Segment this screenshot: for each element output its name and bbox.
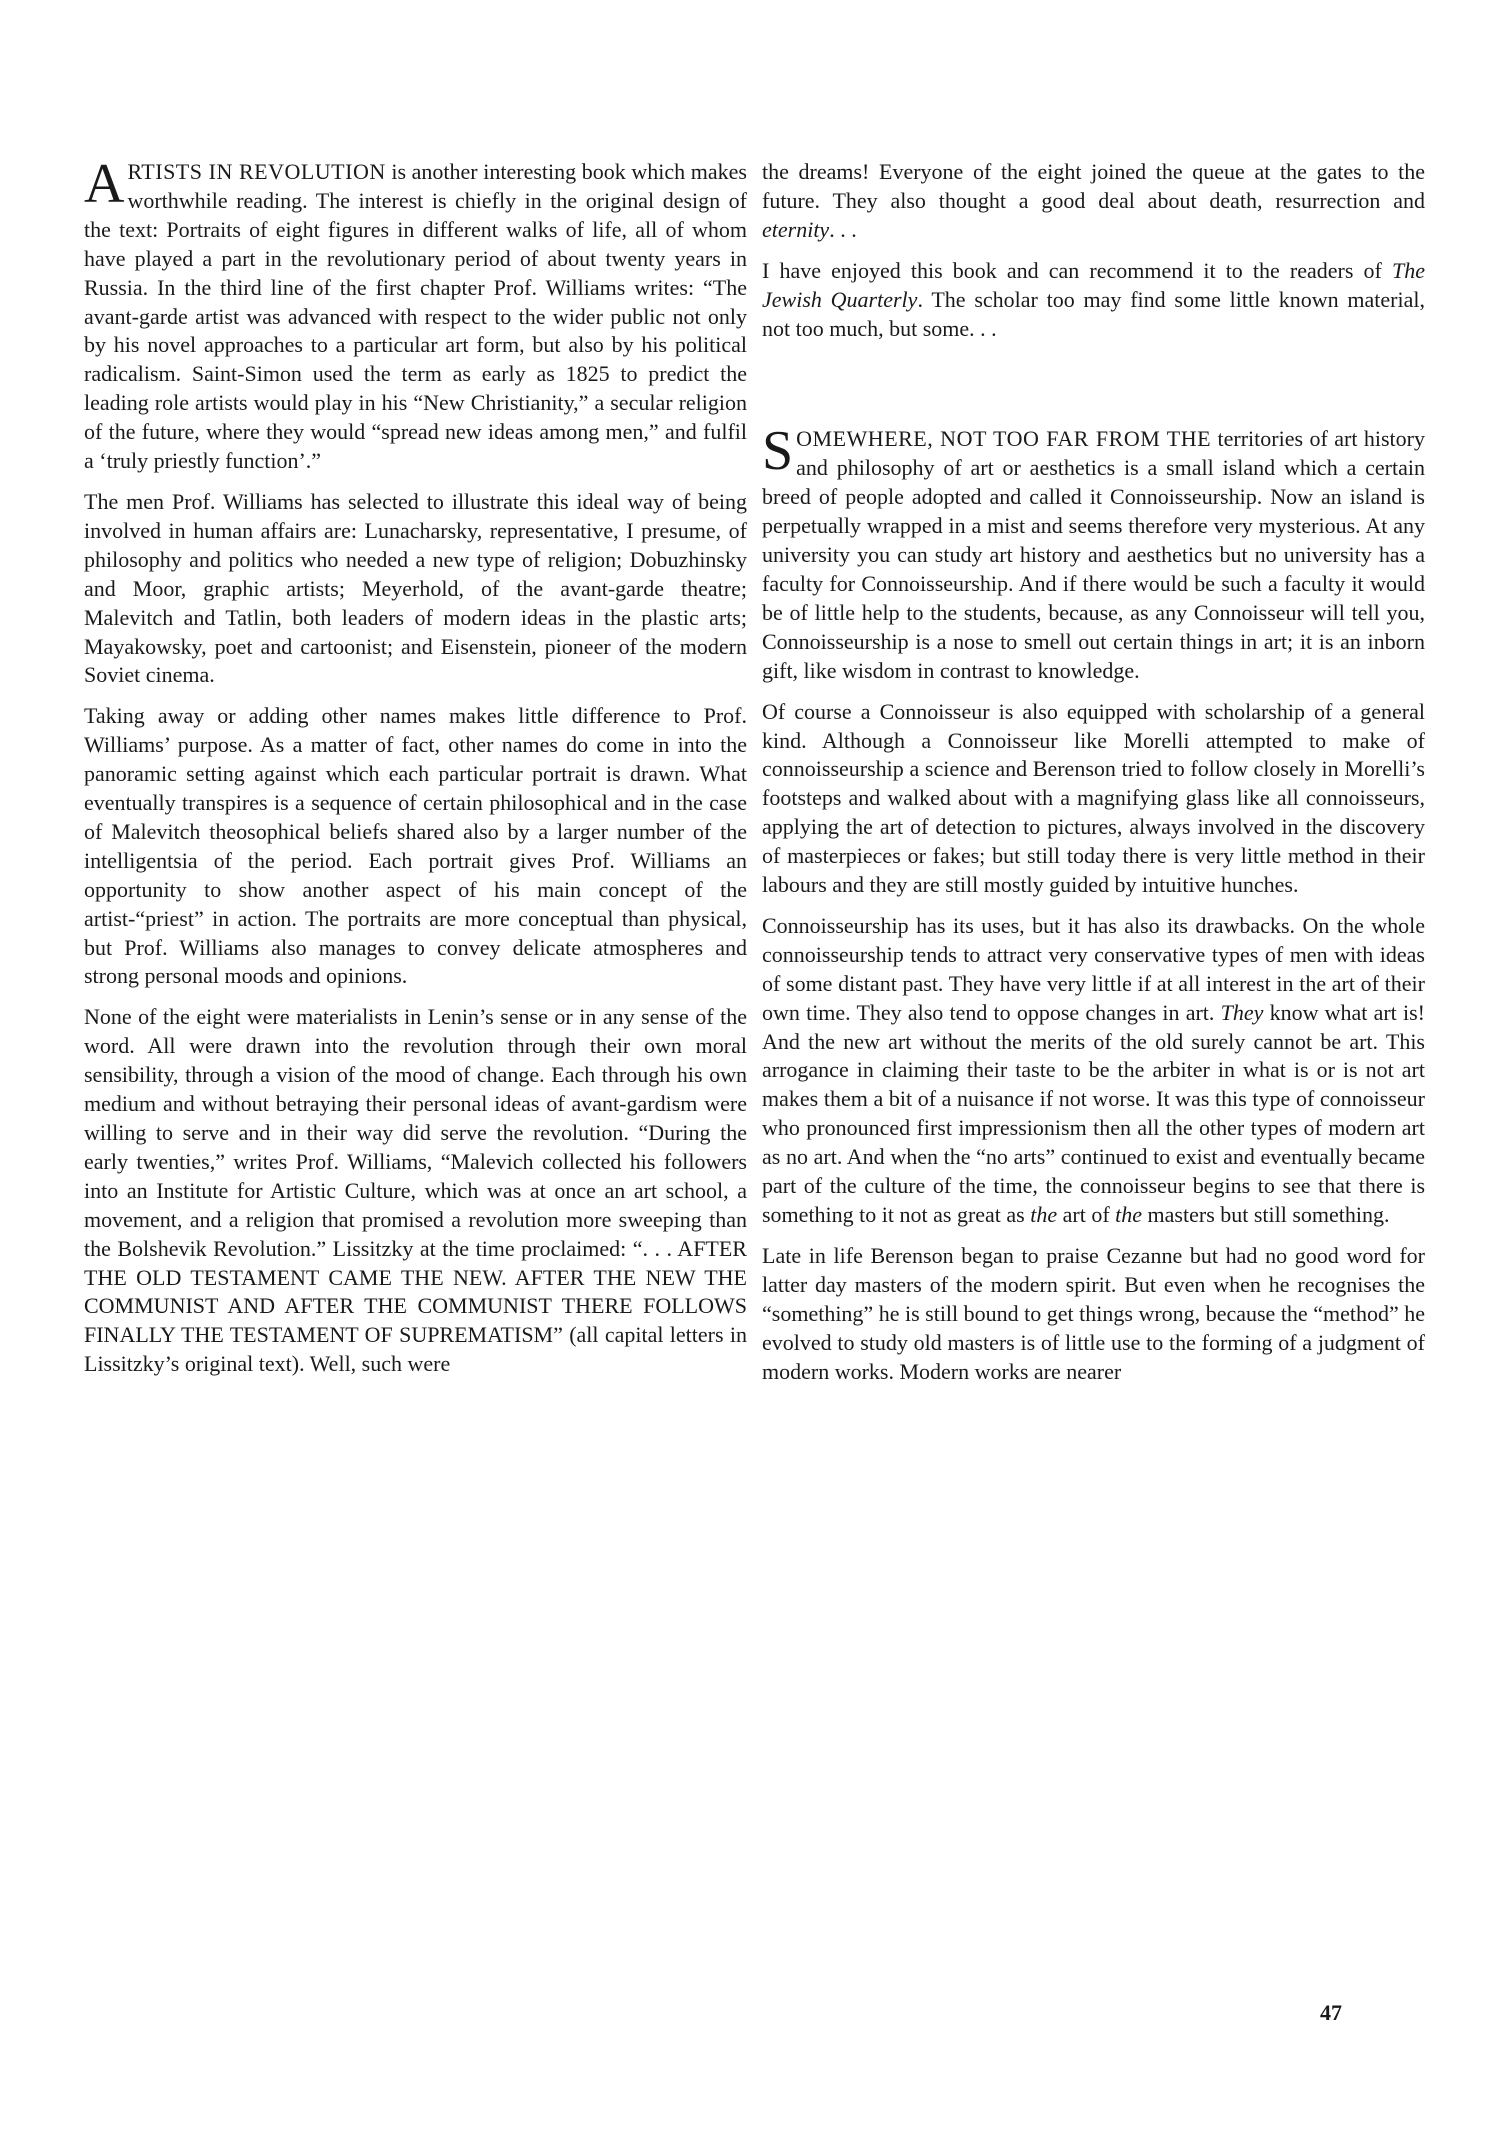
section-divider-space <box>762 355 1425 425</box>
review1-final-text-a: I have enjoyed this book and can recommend it to the readers of <box>762 257 1392 283</box>
review2-p3-italic-the-2: the <box>1115 1202 1143 1227</box>
review2-paragraph-3 <box>762 912 1425 1230</box>
review2-p3-italic-they: They <box>1220 999 1264 1025</box>
review1-final-text-b: . The scholar too may find some little known material, not too much, but some. . . <box>762 286 1425 341</box>
review2-paragraph-2: Of course a Connoisseur is also equipped with scholarship of a general kind. Although a Connoisseur like Morelli attempted to make of connoisseurship a science and Berenson tried to follow closely in Morelli’s footsteps and walked about with a magnifying glass like all connoisseurs, applying the art of detection to pictures, always involved in the discovery of masterpieces or fakes; but still today there is very little method in their labours and they are still mostly guided by intuitive hunches. <box>762 698 1425 898</box>
review1-paragraph-1 <box>84 153 747 476</box>
review2-paragraph-1 <box>762 420 1425 685</box>
review2-lead-caps: OMEWHERE, NOT TOO FAR FROM THE <box>796 426 1212 452</box>
review1-paragraph-2: The men Prof. Williams has selected to illustrate this ideal way of being involved in human affairs are: Lunacharsky, representative, I presume, of philosophy and politics who needed a new type of religion; Dobuzhinsky and Moor, graphic artists; Meyerhold, of the avant-garde theatre; Malevitch and Tatlin, both leaders of modern ideas in the plastic arts; Mayakowsky, poet and cartoonist; and Eisenstein, pioneer of the modern Soviet cinema. <box>84 488 747 688</box>
review2-paragraph-4: Late in life Berenson began to praise Cezanne but had no good word for latter day masters of the modern spirit. But even when he recognises the “something” he is still bound to get things wrong, because the “method” he evolved to study old masters is of little use to the forming of a judgment of modern works. Modern works are nearer <box>762 1242 1425 1384</box>
review2-p3-text-d: masters but still something. <box>1142 1202 1390 1227</box>
review2-p3-text-a: Connoisseurship has its uses, but it has also its drawbacks. On the whole connoisseurship tends to attract very conservative types of men with ideas of some distant past. They have very little if at all interest in the art of their own time. They also tend to oppose changes in art. <box>762 912 1425 1025</box>
review1-ellipsis: . . . <box>829 216 857 242</box>
review1-continuation-text: the dreams! Everyone of the eight joined the queue at the gates to the future. They also thought a good deal about death, resurrection and <box>762 159 1425 213</box>
right-column <box>762 158 1425 1398</box>
review2-p3-text-c: art of <box>1057 1202 1116 1227</box>
dropcap-a: A <box>84 153 125 215</box>
review2-p3-text-b: know what art is! And the new art without the merits of the old surely cannot be art. This arrogance in claiming their taste to be the arbiter in what is or is not art makes them a bit of a nuisance if not worse. It was this type of connoisseur who pronounced first impressionism then all the other types of modern art as no art. And when the “no arts” continued to exist and eventually became part of the culture of the time, the connoisseur begins to see that there is something to it not as great as <box>762 999 1425 1227</box>
review1-paragraph-3: Taking away or adding other names makes little difference to Prof. Williams’ purpose. As a matter of fact, other names do come in into the panoramic setting against which each particular portrait is drawn. What eventually transpires is a sequence of certain philosophical and in the case of Malevitch theosophical beliefs shared also by a larger number of the intelligentsia of the period. Each portrait gives Prof. Williams an opportunity to show another aspect of his main concept of the artist-“priest” in action. The portraits are more conceptual than physical, but Prof. Williams also manages to convey delicate atmospheres and strong personal moods and opinions. <box>84 703 747 989</box>
dropcap-s: S <box>762 420 794 483</box>
journal-title: The Jewish Quarterly <box>762 257 1425 312</box>
review1-continuation <box>762 158 1425 245</box>
review1-eternity-word: eternity <box>762 216 830 242</box>
review1-lead-caps: RTISTS IN REVOLUTION <box>127 159 386 184</box>
review2-paragraph-1-text: territories of art history and philosophy of art or aesthetics is a small island which a certain breed of people adopted and called it Connoisseurship. Now an island is perpetually wrapped in a mist and seems therefore very mysterious. At any university you can study art history and aesthetics but no university has a faculty for Connoisseurship. And if there would be such a faculty it would be of little help to the students, because, as any Connoisseur will tell you, Connoisseurship is a nose to smell out certain things in art; it is an inborn gift, like wisdom in contrast to knowledge. <box>762 426 1425 683</box>
review1-paragraph-4: None of the eight were materialists in Lenin’s sense or in any sense of the word. All were drawn into the revolution through their own moral sensibility, through a vision of the mood of change. Each through his own medium and without betraying their personal ideas of avant-gardism were willing to serve and in their way did serve the revolution. “During the early twenties,” writes Prof. Williams, “Malevich collected his followers into an Institute for Artistic Culture, which was at once an art school, a movement, and a religion that promised a revolution more sweeping than the Bolshevik Revolution.” Lissitzky at the time proclaimed: “. . . AFTER THE OLD TESTAMENT CAME THE NEW. AFTER THE NEW THE COMMUNIST AND AFTER THE COMMUNIST THERE FOLLOWS FINALLY THE TESTAMENT OF SUPREMATISM” (all capital letters in Lissitzky’s original text). Well, such were <box>84 1004 747 1377</box>
review1-paragraph-1-text: is another interesting book which makes worthwhile reading. The interest is chiefly in the original design of the text: Portraits of eight figures in different walks of life, all of whom have played a part in the revolutionary period of about twenty years in Russia. In the third line of the first chapter Prof. Williams writes: “The avant-garde artist was advanced with respect to the wider public not only by his novel approaches to a particular art form, but also by his political radicalism. Saint-Simon used the term as early as 1825 to predict the leading role artists would play in his “New Christianity,” a secular religion of the future, where they would “spread new ideas among men,” and fulfil a ‘truly priestly function’.” <box>84 159 747 474</box>
page-number: 47 <box>1320 2000 1342 2025</box>
left-column <box>84 153 747 1391</box>
review2-p3-italic-the-1: the <box>1030 1202 1058 1227</box>
review1-final-paragraph <box>762 257 1425 344</box>
